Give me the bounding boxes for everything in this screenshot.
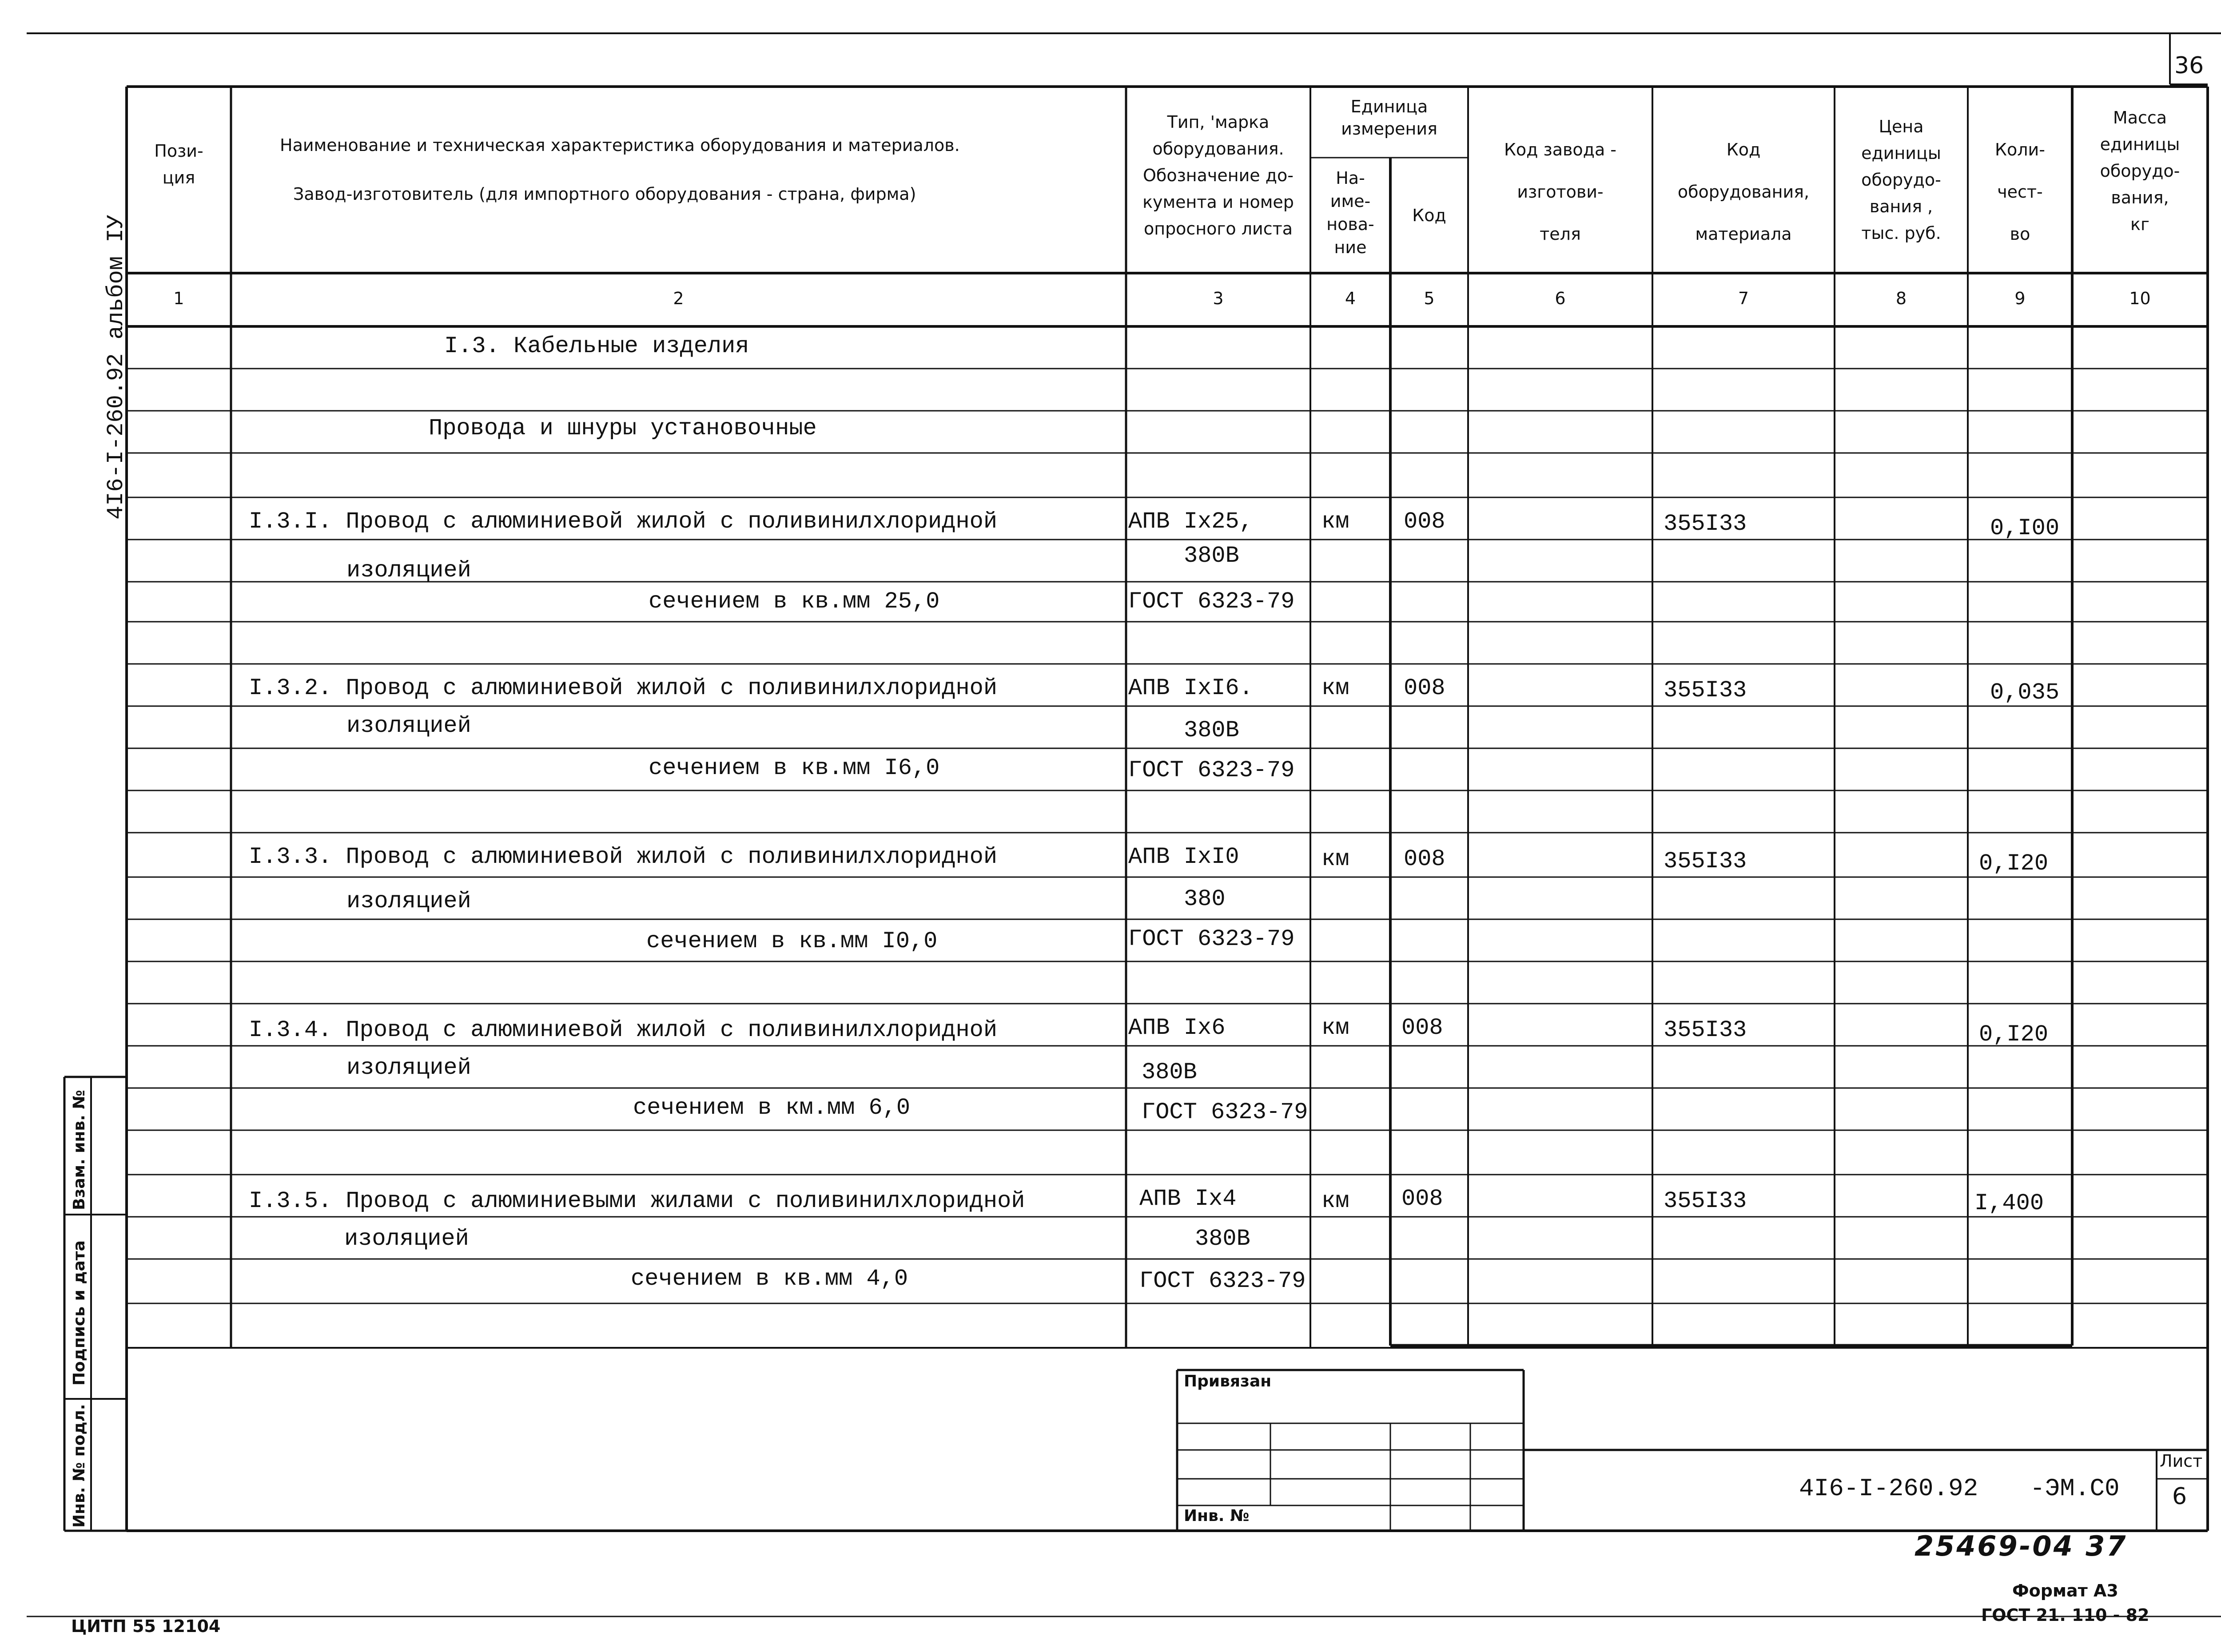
header-col45-group: Единица измерения [1341, 97, 1437, 139]
section-title: I.3. Кабельные изделия [444, 333, 749, 359]
item-type-line1: АПВ IхI6. [1128, 675, 1253, 701]
column-number-5: 5 [1424, 289, 1435, 308]
item-type-line2: 380В [1184, 717, 1239, 743]
header-col10: Масса единицы оборудо- вания, кг [2100, 108, 2180, 234]
item-type-line3: ГОСТ 6323-79 [1128, 588, 1295, 615]
header-col1: Пози- ция [154, 141, 203, 187]
item-type-line3: ГОСТ 6323-79 [1128, 757, 1295, 783]
header-col2-line2: Завод-изготовитель (для импортного оборудования - страна, фирма) [293, 184, 916, 204]
item-material-code: 355I33 [1664, 511, 1747, 537]
header-col9: Коли- чест- во [1995, 140, 2045, 244]
item-type-line1: АПВ Iх6 [1128, 1015, 1226, 1041]
item-mass: 0,I20 [1979, 1021, 2049, 1048]
item-unit: км [1321, 1015, 1349, 1041]
item-type-line2: 380В [1142, 1059, 1197, 1085]
item-unit-code: 008 [1404, 846, 1445, 872]
stamp-inv-podl: Инв. № подл. [70, 1404, 88, 1528]
item-material-code: 355I33 [1664, 677, 1747, 703]
column-number-10: 10 [2129, 289, 2151, 308]
item-unit: км [1321, 508, 1349, 535]
item-name-line1: I.3.I. Провод с алюминиевой жилой с поливинилхлоридной [249, 508, 998, 535]
item-material-code: 355I33 [1664, 1188, 1747, 1214]
item-type-line1: АПВ Iх25, [1128, 508, 1253, 535]
item-unit-code: 008 [1401, 1015, 1443, 1041]
stamp-podpis-data: Подпись и дата [70, 1240, 88, 1386]
item-name-line1: I.3.2. Провод с алюминиевой жилой с поливинилхлоридной [249, 675, 998, 701]
item-type-line3: ГОСТ 6323-79 [1139, 1268, 1306, 1294]
item-type-line2: 380 [1184, 886, 1226, 912]
header-col7: Код оборудования, материала [1677, 140, 1810, 244]
header-col5: Код [1412, 206, 1446, 225]
item-material-code: 355I33 [1664, 848, 1747, 874]
item-unit: км [1321, 1188, 1349, 1214]
column-number-9: 9 [2014, 289, 2026, 308]
handwritten-number: 25469-04 37 [1915, 1530, 2128, 1562]
title-block-inv-no: Инв. № [1184, 1507, 1250, 1525]
standard-label: ГОСТ 21. 110 - 82 [1981, 1605, 2149, 1625]
column-number-6: 6 [1555, 289, 1566, 308]
item-name-line3: сечением в кв.мм I0,0 [646, 928, 938, 954]
column-number-8: 8 [1895, 289, 1907, 308]
sheet-number-top: 36 [2174, 52, 2204, 79]
column-number-2: 2 [673, 289, 684, 308]
item-unit: км [1321, 846, 1349, 872]
column-number-1: 1 [173, 289, 184, 308]
item-type-line1: АПВ Iх4 [1139, 1186, 1237, 1212]
header-col3: Тип, 'марка оборудования. Обозначение до- кумента и номер опросного листа [1142, 112, 1294, 238]
item-name-line2: изоляцией [346, 557, 471, 584]
item-mass: 0,I00 [1990, 515, 2060, 541]
list-label: Лист [2160, 1451, 2203, 1471]
item-name-line1: I.3.3. Провод с алюминиевой жилой с поливинилхлоридной [249, 844, 998, 870]
item-unit-code: 008 [1404, 675, 1445, 701]
header-col8: Цена единицы оборудо- вания , тыс. руб. [1861, 117, 1941, 243]
document-suffix: -ЭМ.С0 [2030, 1474, 2120, 1503]
item-type-line2: 380В [1195, 1226, 1250, 1252]
header-col6: Код завода - изготови- теля [1504, 140, 1617, 244]
header-col2-line1: Наименование и техническая характеристика оборудования и материалов. [280, 135, 960, 155]
title-block-privyazan: Привязан [1184, 1372, 1272, 1390]
item-name-line2: изоляцией [344, 1226, 469, 1252]
item-mass: 0,I20 [1979, 850, 2049, 877]
item-name-line3: сечением в км.мм 6,0 [633, 1095, 911, 1121]
item-unit-code: 008 [1401, 1186, 1443, 1212]
list-number: 6 [2172, 1483, 2187, 1510]
item-name-line3: сечением в кв.мм 4,0 [631, 1266, 908, 1292]
item-name-line1: I.3.4. Провод с алюминиевой жилой с поливинилхлоридной [249, 1017, 998, 1043]
side-label: 4I6-I-260.92 альбом IУ [103, 214, 129, 520]
header-col4: На- име- нова- ние [1326, 168, 1374, 257]
stamp-vzam-inv: Взам. инв. № [70, 1090, 88, 1210]
item-name-line3: сечением в кв.мм I6,0 [649, 755, 940, 781]
item-name-line3: сечением в кв.мм 25,0 [649, 588, 940, 615]
item-type-line1: АПВ IхI0 [1128, 844, 1239, 870]
item-type-line3: ГОСТ 6323-79 [1142, 1099, 1308, 1125]
column-number-7: 7 [1738, 289, 1749, 308]
subsection-title: Провода и шнуры установочные [429, 415, 817, 441]
item-material-code: 355I33 [1664, 1017, 1747, 1043]
item-unit-code: 008 [1404, 508, 1445, 535]
item-name-line1: I.3.5. Провод с алюминиевыми жилами с поливинилхлоридной [249, 1188, 1025, 1214]
item-unit: км [1321, 675, 1349, 701]
printer-label: ЦИТП 55 12104 [71, 1616, 221, 1636]
item-name-line2: изоляцией [346, 888, 471, 914]
item-name-line2: изоляцией [346, 1055, 471, 1081]
column-number-4: 4 [1345, 289, 1356, 308]
column-number-3: 3 [1213, 289, 1224, 308]
item-name-line2: изоляцией [346, 713, 471, 739]
item-type-line3: ГОСТ 6323-79 [1128, 926, 1295, 952]
document-code: 4I6-I-260.92 [1799, 1474, 1978, 1503]
item-mass: I,400 [1974, 1190, 2044, 1216]
item-type-line2: 380В [1184, 543, 1239, 569]
item-mass: 0,035 [1990, 679, 2060, 706]
format-label: Формат А3 [2012, 1581, 2118, 1600]
